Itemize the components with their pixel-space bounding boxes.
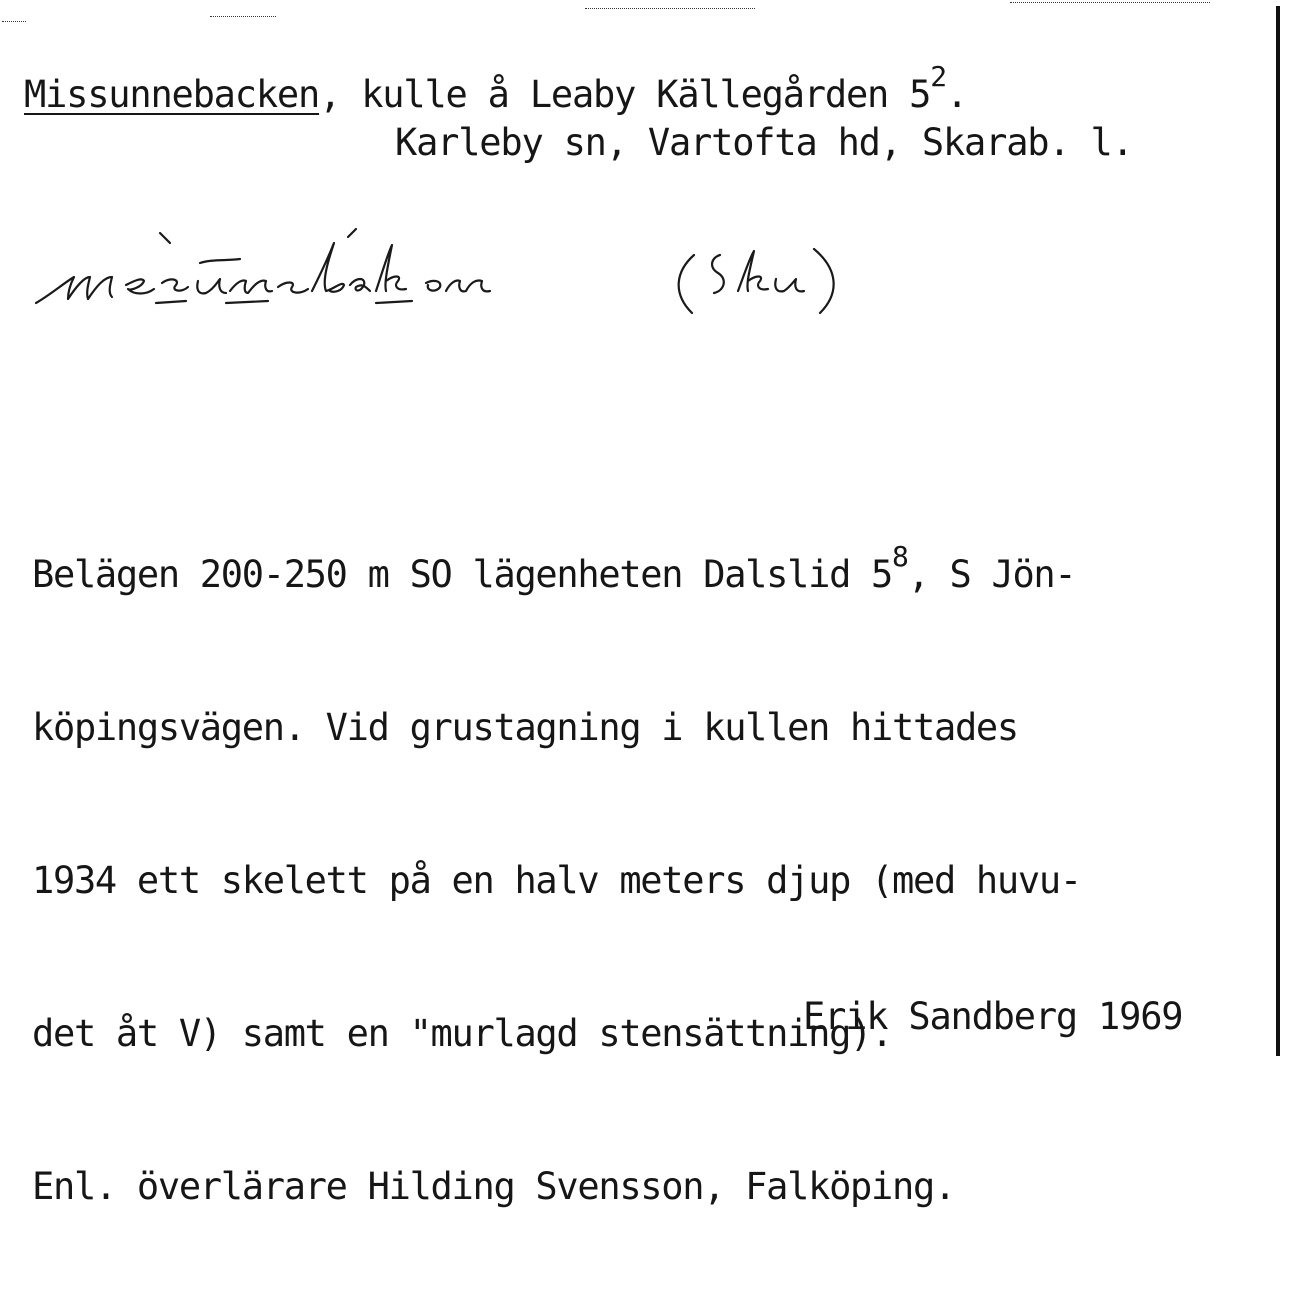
body-line-4: det åt V) samt en "murlagd stensättning). <box>32 1012 893 1055</box>
body-line-1 <box>32 539 1081 600</box>
heading-period: . <box>945 73 968 116</box>
body-line-2: köpingsvägen. Vid grustagning i kullen hittades <box>32 706 1018 749</box>
card-right-edge <box>1276 6 1280 1056</box>
body-line-5: Enl. överlärare Hilding Svensson, Falköping. <box>32 1165 955 1208</box>
body-line-1-end: , S Jön- <box>907 553 1076 596</box>
scan-mark <box>585 8 755 9</box>
signature: Erik Sandberg 1969 <box>803 995 1183 1038</box>
body-line-3: 1934 ett skelett på en halv meters djup (med huvu- <box>32 859 1081 902</box>
scan-mark <box>1010 2 1210 3</box>
scan-mark <box>210 16 276 17</box>
scan-mark <box>2 21 26 22</box>
place-name: Missunnebacken <box>24 73 320 116</box>
handwritten-pronunciation <box>30 225 850 325</box>
card-body <box>32 447 1081 1314</box>
body-line-1-text: Belägen 200-250 m SO lägenheten Dalslid 5 <box>32 553 893 596</box>
place-description: , kulle å Leaby Källegården 5 <box>319 73 931 116</box>
map-ref-superscript: 2 <box>930 59 946 93</box>
map-ref-superscript: 8 <box>892 539 908 573</box>
location-line: Karleby sn, Vartofta hd, Skarab. l. <box>395 121 1133 164</box>
heading-line <box>24 59 968 116</box>
